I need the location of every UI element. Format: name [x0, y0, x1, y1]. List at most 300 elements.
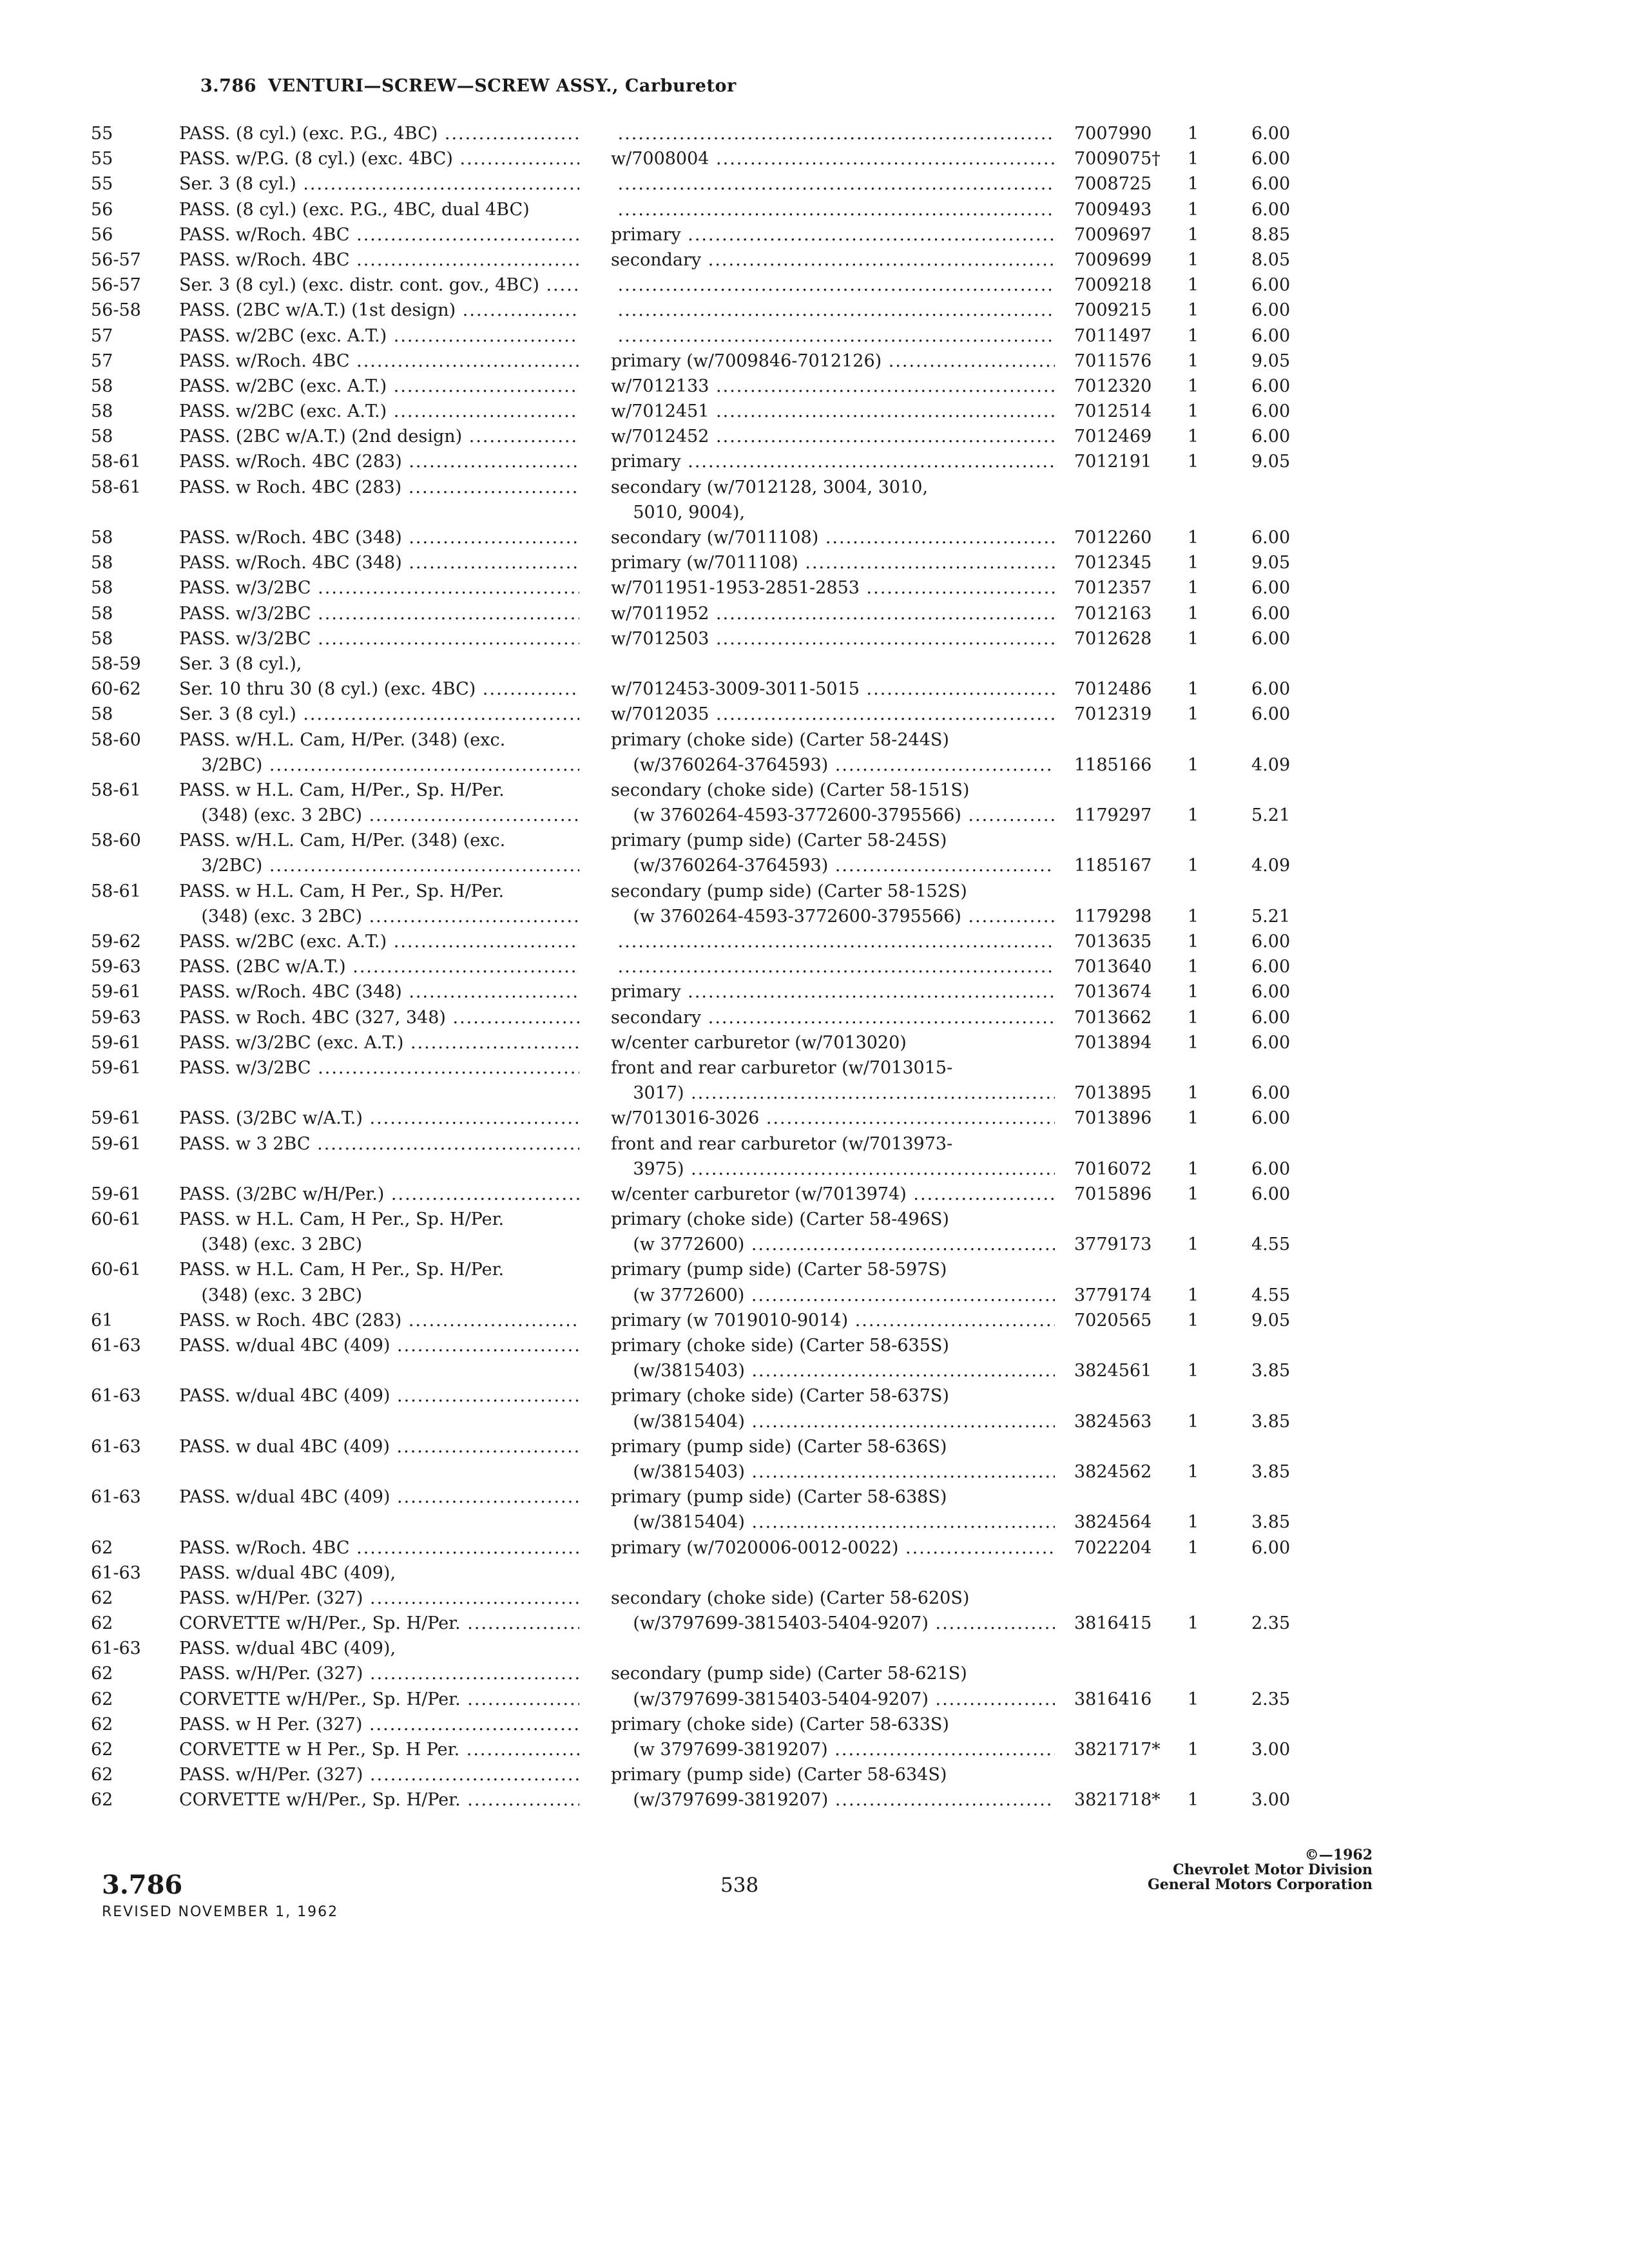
table-row — [0, 121, 1629, 146]
page-heading — [200, 76, 737, 96]
note-cell: (w/3797699-3815403-5404-9207) ..... — [611, 1687, 1055, 1712]
part-number-cell: 7009215 — [1074, 300, 1152, 321]
price-cell: 6.00 — [1251, 628, 1291, 649]
application-cell: PASS. w/H/Per. (327) ..... — [179, 1762, 579, 1787]
note-cell: secondary ..... — [611, 1005, 1055, 1030]
application-cell: Ser. 10 thru 30 (8 cyl.) (exc. 4BC) ..... — [179, 677, 579, 702]
quantity-cell: 1 — [1188, 427, 1199, 447]
quantity-cell: 1 — [1188, 754, 1199, 775]
table-row — [0, 1787, 1629, 1812]
table-row — [0, 1510, 1629, 1535]
year-cell: 58-61 — [91, 780, 141, 800]
price-cell: 6.00 — [1251, 427, 1291, 447]
part-number-cell: 7016072 — [1074, 1158, 1152, 1179]
part-number-cell: 7009699 — [1074, 249, 1152, 270]
part-number-cell: 1185167 — [1074, 856, 1152, 876]
application-cell: PASS. w H.L. Cam, H Per., Sp. H/Per. — [179, 1260, 505, 1280]
application-cell: PASS. w/Roch. 4BC ..... — [179, 349, 579, 374]
note-cell: w/7013016-3026 ..... — [611, 1106, 1055, 1131]
part-number-cell: 7007990 — [1074, 124, 1152, 144]
note-cell — [611, 323, 1055, 349]
table-row — [0, 1434, 1629, 1459]
part-number-cell: 3824561 — [1074, 1361, 1152, 1381]
table-row — [0, 651, 1629, 677]
price-cell: 6.00 — [1251, 199, 1291, 220]
part-number-cell: 1179298 — [1074, 906, 1152, 927]
price-cell: 6.00 — [1251, 1083, 1291, 1104]
year-cell: 58-61 — [91, 477, 141, 497]
part-number-cell: 7012469 — [1074, 427, 1152, 447]
note-cell: (w/3760264-3764593) ..... — [611, 753, 1055, 778]
application-cell: (348) (exc. 3 2BC) ..... — [179, 904, 579, 929]
price-cell: 6.00 — [1251, 124, 1291, 144]
application-cell: Ser. 3 (8 cyl.), — [179, 653, 302, 674]
note-cell: w/center carburetor (w/7013974) ..... — [611, 1182, 1055, 1207]
part-number-cell: 7012628 — [1074, 628, 1152, 649]
application-cell: PASS. w/Roch. 4BC ..... — [179, 222, 579, 247]
application-cell: PASS. w/Roch. 4BC (348) ..... — [179, 550, 579, 575]
price-cell: 6.00 — [1251, 578, 1291, 599]
price-cell: 9.05 — [1251, 452, 1291, 472]
year-cell: 58 — [91, 401, 113, 422]
year-cell: 58 — [91, 553, 113, 573]
note-cell: primary (pump side) (Carter 58-638S) — [611, 1487, 947, 1508]
table-row — [0, 475, 1629, 500]
application-cell: PASS. w/3/2BC ..... — [179, 1055, 579, 1081]
table-row — [0, 575, 1629, 601]
note-cell — [611, 954, 1055, 979]
note-cell: (w 3772600) ..... — [611, 1232, 1055, 1257]
year-cell: 61-63 — [91, 1436, 141, 1457]
application-cell: (348) (exc. 3 2BC) — [179, 1285, 363, 1305]
year-cell: 62 — [91, 1613, 113, 1634]
year-cell: 62 — [91, 1689, 113, 1709]
table-row — [0, 1611, 1629, 1636]
note-cell: primary (w/7011108) ..... — [611, 550, 1055, 575]
price-cell: 6.00 — [1251, 1108, 1291, 1129]
application-cell: PASS. (3/2BC w/H/Per.) ..... — [179, 1182, 579, 1207]
note-cell: secondary (w/7011108) ..... — [611, 525, 1055, 550]
application-cell: PASS. (2BC w/A.T.) (2nd design) ..... — [179, 424, 579, 449]
table-row — [0, 1055, 1629, 1081]
table-row — [0, 1561, 1629, 1586]
note-cell: w/7012451 ..... — [611, 399, 1055, 424]
table-row — [0, 298, 1629, 323]
note-cell: secondary (pump side) (Carter 58-152S) — [611, 881, 967, 901]
note-cell: front and rear carburetor (w/7013015- — [611, 1057, 953, 1078]
quantity-cell: 1 — [1188, 1790, 1199, 1811]
table-row — [0, 1081, 1629, 1106]
quantity-cell: 1 — [1188, 1512, 1199, 1533]
table-row — [0, 1131, 1629, 1157]
year-cell: 59-63 — [91, 1007, 141, 1028]
quantity-cell: 1 — [1188, 1083, 1199, 1104]
table-row — [0, 1157, 1629, 1182]
price-cell: 6.00 — [1251, 957, 1291, 977]
application-cell: PASS. w Roch. 4BC (283) ..... — [179, 475, 579, 500]
price-cell: 6.00 — [1251, 275, 1291, 296]
year-cell: 57 — [91, 351, 113, 371]
application-cell: CORVETTE w/H/Per., Sp. H/Per. ..... — [179, 1687, 579, 1712]
price-cell: 3.85 — [1251, 1512, 1291, 1533]
table-row — [0, 702, 1629, 727]
price-cell: 9.05 — [1251, 553, 1291, 573]
price-cell: 4.09 — [1251, 856, 1291, 876]
year-cell: 59-61 — [91, 1032, 141, 1053]
year-cell: 58-60 — [91, 729, 141, 750]
application-cell: PASS. w/Roch. 4BC ..... — [179, 1535, 579, 1561]
table-row — [0, 601, 1629, 626]
note-cell: (w/3815403) ..... — [611, 1459, 1055, 1485]
year-cell: 59-63 — [91, 957, 141, 977]
year-cell: 61-63 — [91, 1639, 141, 1659]
table-row — [0, 1030, 1629, 1055]
table-row — [0, 349, 1629, 374]
table-row — [0, 727, 1629, 753]
part-number-cell: 7009493 — [1074, 199, 1152, 220]
year-cell: 60-61 — [91, 1209, 141, 1230]
quantity-cell: 1 — [1188, 1613, 1199, 1634]
year-cell: 55 — [91, 149, 113, 169]
quantity-cell: 1 — [1188, 704, 1199, 725]
part-number-cell: 7013896 — [1074, 1108, 1152, 1129]
section-number: 3.786 — [200, 76, 257, 96]
application-cell: PASS. w 3 2BC ..... — [179, 1131, 579, 1157]
price-cell: 6.00 — [1251, 528, 1291, 548]
application-cell: Ser. 3 (8 cyl.) ..... — [179, 702, 579, 727]
price-cell: 6.00 — [1251, 300, 1291, 321]
price-cell: 3.00 — [1251, 1790, 1291, 1811]
year-cell: 61-63 — [91, 1487, 141, 1508]
year-cell: 56-58 — [91, 300, 141, 321]
table-row — [0, 1737, 1629, 1762]
year-cell: 58-61 — [91, 452, 141, 472]
quantity-cell: 1 — [1188, 1285, 1199, 1305]
note-cell: (w 3797699-3819207) ..... — [611, 1737, 1055, 1762]
table-row — [0, 803, 1629, 828]
application-cell: PASS. w Roch. 4BC (327, 348) ..... — [179, 1005, 579, 1030]
note-cell: secondary (choke side) (Carter 58-151S) — [611, 780, 970, 800]
part-number-cell: 7011576 — [1074, 351, 1152, 371]
part-number-cell: 7008725 — [1074, 174, 1152, 195]
part-number-cell: 7015896 — [1074, 1184, 1152, 1204]
price-cell: 2.35 — [1251, 1689, 1291, 1709]
table-row — [0, 1232, 1629, 1257]
part-number-cell: 7013674 — [1074, 982, 1152, 1003]
note-cell: primary (choke side) (Carter 58-244S) — [611, 729, 949, 750]
price-cell: 5.21 — [1251, 805, 1291, 826]
quantity-cell: 1 — [1188, 957, 1199, 977]
price-cell: 3.00 — [1251, 1740, 1291, 1760]
price-cell: 6.00 — [1251, 704, 1291, 725]
year-cell: 60-62 — [91, 679, 141, 700]
note-cell: (w/3815404) ..... — [611, 1409, 1055, 1434]
part-number-cell: 7013895 — [1074, 1083, 1152, 1104]
part-number-cell: 7009218 — [1074, 275, 1152, 296]
note-cell: primary (choke side) (Carter 58-633S) — [611, 1714, 949, 1735]
note-cell: w/7012133 ..... — [611, 374, 1055, 399]
application-cell: Ser. 3 (8 cyl.) ..... — [179, 171, 579, 197]
application-cell: PASS. w/Roch. 4BC ..... — [179, 247, 579, 273]
price-cell: 3.85 — [1251, 1461, 1291, 1482]
table-row — [0, 1409, 1629, 1434]
quantity-cell: 1 — [1188, 300, 1199, 321]
note-cell: front and rear carburetor (w/7013973- — [611, 1133, 953, 1154]
part-number-cell: 7012319 — [1074, 704, 1152, 725]
table-row — [0, 1661, 1629, 1686]
page-number: 538 — [720, 1874, 759, 1897]
year-cell: 56 — [91, 199, 113, 220]
note-cell — [611, 929, 1055, 954]
note-cell: (w 3772600) ..... — [611, 1283, 1055, 1308]
quantity-cell: 1 — [1188, 578, 1199, 599]
note-cell: primary (choke side) (Carter 58-635S) — [611, 1336, 949, 1356]
note-cell: primary (pump side) (Carter 58-597S) — [611, 1260, 947, 1280]
year-cell: 56-57 — [91, 275, 141, 296]
year-cell: 62 — [91, 1790, 113, 1811]
quantity-cell: 1 — [1188, 325, 1199, 346]
table-row — [0, 1182, 1629, 1207]
note-cell: primary (choke side) (Carter 58-637S) — [611, 1386, 949, 1407]
note-cell: (w/3797699-3819207) ..... — [611, 1787, 1055, 1812]
quantity-cell: 1 — [1188, 1184, 1199, 1204]
application-cell: PASS. (8 cyl.) (exc. P.G., 4BC) ..... — [179, 121, 579, 146]
quantity-cell: 1 — [1188, 856, 1199, 876]
application-cell: CORVETTE w/H/Per., Sp. H/Per. ..... — [179, 1611, 579, 1636]
year-cell: 55 — [91, 124, 113, 144]
quantity-cell: 1 — [1188, 275, 1199, 296]
note-cell: primary (pump side) (Carter 58-636S) — [611, 1436, 947, 1457]
year-cell: 58-59 — [91, 653, 141, 674]
table-row — [0, 1283, 1629, 1308]
table-row — [0, 954, 1629, 979]
application-cell: PASS. w/P.G. (8 cyl.) (exc. 4BC) ..... — [179, 146, 579, 171]
year-cell: 59-62 — [91, 932, 141, 952]
quantity-cell: 1 — [1188, 376, 1199, 396]
table-row — [0, 1762, 1629, 1787]
year-cell: 61-63 — [91, 1562, 141, 1583]
table-row — [0, 778, 1629, 803]
table-row — [0, 424, 1629, 449]
note-cell: w/7012035 ..... — [611, 702, 1055, 727]
application-cell: PASS. w/2BC (exc. A.T.) ..... — [179, 323, 579, 349]
year-cell: 58 — [91, 578, 113, 599]
part-number-cell: 3824562 — [1074, 1461, 1152, 1482]
table-row — [0, 197, 1629, 222]
part-number-cell: 3821718* — [1074, 1790, 1161, 1811]
year-cell: 62 — [91, 1588, 113, 1608]
quantity-cell: 1 — [1188, 805, 1199, 826]
part-number-cell: 7012486 — [1074, 679, 1152, 700]
quantity-cell: 1 — [1188, 124, 1199, 144]
application-cell: PASS. w/Roch. 4BC (283) ..... — [179, 449, 579, 474]
application-cell: PASS. (3/2BC w/A.T.) ..... — [179, 1106, 579, 1131]
part-number-cell: 7012163 — [1074, 603, 1152, 624]
price-cell: 6.00 — [1251, 1158, 1291, 1179]
note-cell: (w/3760264-3764593) ..... — [611, 853, 1055, 878]
price-cell: 6.00 — [1251, 982, 1291, 1003]
table-row — [0, 1586, 1629, 1611]
note-cell: primary (w 7019010-9014) ..... — [611, 1308, 1055, 1333]
note-cell: secondary (w/7012128, 3004, 3010, — [611, 477, 929, 497]
part-number-cell: 3816415 — [1074, 1613, 1152, 1634]
table-row — [0, 1005, 1629, 1030]
application-cell: PASS. w/H/Per. (327) ..... — [179, 1586, 579, 1611]
year-cell: 62 — [91, 1664, 113, 1684]
application-cell: CORVETTE w/H/Per., Sp. H/Per. ..... — [179, 1787, 579, 1812]
note-cell: primary ..... — [611, 449, 1055, 474]
note-cell: (w/3815404) ..... — [611, 1510, 1055, 1535]
table-row — [0, 374, 1629, 399]
application-cell: PASS. w/dual 4BC (409), — [179, 1562, 396, 1583]
part-number-cell: 7013662 — [1074, 1007, 1152, 1028]
note-cell: primary (pump side) (Carter 58-634S) — [611, 1765, 947, 1785]
application-cell: PASS. w/dual 4BC (409) ..... — [179, 1333, 579, 1358]
division-name: Chevrolet Motor Division — [1173, 1861, 1373, 1878]
note-cell: w/7012452 ..... — [611, 424, 1055, 449]
application-cell: PASS. w/dual 4BC (409), — [179, 1639, 396, 1659]
quantity-cell: 1 — [1188, 1007, 1199, 1028]
note-cell: w/7008004 ..... — [611, 146, 1055, 171]
table-row — [0, 1383, 1629, 1408]
note-cell: primary (w/7009846-7012126) ..... — [611, 349, 1055, 374]
note-cell: w/7012453-3009-3011-5015 ..... — [611, 677, 1055, 702]
table-row — [0, 677, 1629, 702]
year-cell: 62 — [91, 1537, 113, 1558]
part-number-cell: 1179297 — [1074, 805, 1152, 826]
year-cell: 56 — [91, 224, 113, 245]
application-cell: PASS. w/H.L. Cam, H/Per. (348) (exc. — [179, 831, 506, 851]
price-cell: 6.00 — [1251, 603, 1291, 624]
application-cell: PASS. w H.L. Cam, H/Per., Sp. H/Per. — [179, 780, 505, 800]
quantity-cell: 1 — [1188, 1740, 1199, 1760]
quantity-cell: 1 — [1188, 679, 1199, 700]
note-cell: w/7011951-1953-2851-2853 ..... — [611, 575, 1055, 601]
quantity-cell: 1 — [1188, 174, 1199, 195]
note-cell: w/center carburetor (w/7013020) — [611, 1032, 907, 1053]
note-cell — [611, 121, 1055, 146]
note-cell: (w/3815403) ..... — [611, 1358, 1055, 1383]
year-cell: 62 — [91, 1714, 113, 1735]
table-row — [0, 247, 1629, 273]
year-cell: 61 — [91, 1310, 113, 1331]
application-cell: PASS. w/3/2BC (exc. A.T.) ..... — [179, 1030, 579, 1055]
table-row — [0, 1333, 1629, 1358]
price-cell: 4.55 — [1251, 1285, 1291, 1305]
application-cell: (348) (exc. 3 2BC) ..... — [179, 803, 579, 828]
table-row — [0, 1308, 1629, 1333]
table-row — [0, 1636, 1629, 1661]
application-cell: PASS. w/dual 4BC (409) ..... — [179, 1485, 579, 1510]
note-cell: (w 3760264-4593-3772600-3795566) ..... — [611, 803, 1055, 828]
table-row — [0, 500, 1629, 525]
table-row — [0, 1106, 1629, 1131]
year-cell: 56-57 — [91, 249, 141, 270]
application-cell: PASS. w/2BC (exc. A.T.) ..... — [179, 399, 579, 424]
part-number-cell: 7022204 — [1074, 1537, 1152, 1558]
table-row — [0, 753, 1629, 778]
note-cell: w/7011952 ..... — [611, 601, 1055, 626]
table-row — [0, 929, 1629, 954]
table-row — [0, 171, 1629, 197]
table-row — [0, 222, 1629, 247]
table-row — [0, 399, 1629, 424]
part-number-cell: 7012345 — [1074, 553, 1152, 573]
table-row — [0, 979, 1629, 1004]
part-number-cell: 1185166 — [1074, 754, 1152, 775]
application-cell: PASS. w/H.L. Cam, H/Per. (348) (exc. — [179, 729, 506, 750]
table-row — [0, 1257, 1629, 1282]
year-cell: 62 — [91, 1765, 113, 1785]
application-cell: PASS. w/dual 4BC (409) ..... — [179, 1383, 579, 1408]
quantity-cell: 1 — [1188, 603, 1199, 624]
quantity-cell: 1 — [1188, 1411, 1199, 1432]
quantity-cell: 1 — [1188, 149, 1199, 169]
part-number-cell: 7009075† — [1074, 149, 1161, 169]
parts-list — [0, 121, 1629, 1813]
year-cell: 58 — [91, 603, 113, 624]
quantity-cell: 1 — [1188, 1235, 1199, 1255]
price-cell: 8.85 — [1251, 224, 1291, 245]
quantity-cell: 1 — [1188, 906, 1199, 927]
application-cell: PASS. w/Roch. 4BC (348) ..... — [179, 979, 579, 1004]
quantity-cell: 1 — [1188, 528, 1199, 548]
year-cell: 59-61 — [91, 1057, 141, 1078]
price-cell: 6.00 — [1251, 376, 1291, 396]
table-row — [0, 1485, 1629, 1510]
note-cell: 3975) ..... — [611, 1157, 1055, 1182]
table-row — [0, 146, 1629, 171]
quantity-cell: 1 — [1188, 452, 1199, 472]
year-cell: 58-61 — [91, 881, 141, 901]
application-cell: 3/2BC) ..... — [179, 753, 579, 778]
table-row — [0, 904, 1629, 929]
note-cell: primary ..... — [611, 222, 1055, 247]
year-cell: 58 — [91, 628, 113, 649]
year-cell: 58 — [91, 427, 113, 447]
application-cell: 3/2BC) ..... — [179, 853, 579, 878]
year-cell: 59-61 — [91, 982, 141, 1003]
year-cell: 58-60 — [91, 831, 141, 851]
section-title: VENTURI—SCREW—SCREW ASSY., Carburetor — [268, 76, 737, 96]
note-cell — [611, 273, 1055, 298]
note-cell — [611, 298, 1055, 323]
table-row — [0, 1459, 1629, 1485]
year-cell: 62 — [91, 1740, 113, 1760]
quantity-cell: 1 — [1188, 1689, 1199, 1709]
note-cell: primary ..... — [611, 979, 1055, 1004]
note-cell: (w 3760264-4593-3772600-3795566) ..... — [611, 904, 1055, 929]
revision-date: REVISED NOVEMBER 1, 1962 — [102, 1904, 339, 1920]
note-cell: primary (pump side) (Carter 58-245S) — [611, 831, 947, 851]
part-number-cell: 7020565 — [1074, 1310, 1152, 1331]
table-row — [0, 1535, 1629, 1561]
table-row — [0, 879, 1629, 904]
table-row — [0, 853, 1629, 878]
price-cell: 6.00 — [1251, 1537, 1291, 1558]
publisher-block — [1148, 1848, 1373, 1892]
price-cell: 8.05 — [1251, 249, 1291, 270]
part-number-cell: 7012260 — [1074, 528, 1152, 548]
part-number-cell: 3816416 — [1074, 1689, 1152, 1709]
application-cell: PASS. w dual 4BC (409) ..... — [179, 1434, 579, 1459]
part-number-cell: 7013640 — [1074, 957, 1152, 977]
price-cell: 6.00 — [1251, 679, 1291, 700]
year-cell: 57 — [91, 325, 113, 346]
table-row — [0, 525, 1629, 550]
part-number-cell: 7012357 — [1074, 578, 1152, 599]
price-cell: 6.00 — [1251, 932, 1291, 952]
